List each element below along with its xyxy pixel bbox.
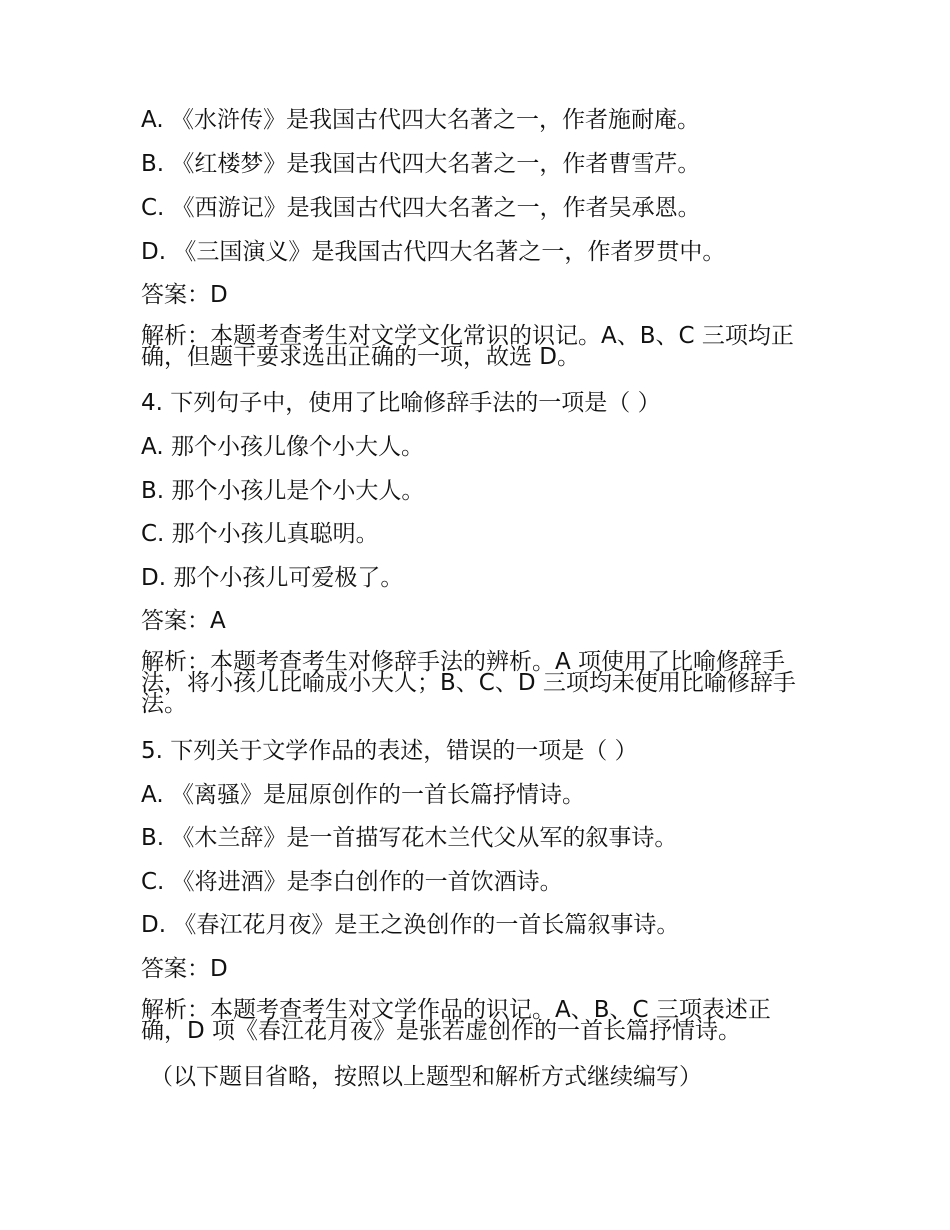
q5-answer: 答案：D <box>141 956 228 982</box>
q5-option-a: A. 《离骚》是屈原创作的一首长篇抒情诗。 <box>141 782 585 808</box>
q5-option-b: B. 《木兰辞》是一首描写花木兰代父从军的叙事诗。 <box>141 825 678 851</box>
q5-analysis: 解析：本题考查考生对文学作品的识记。A、B、C 三项表述正确，D 项《春江花月夜》是张若虚创作的一首长篇抒情诗。 <box>141 997 771 1044</box>
q4-analysis: 解析：本题考查考生对修辞手法的辨析。A 项使用了比喻修辞手法，将小孩儿比喻成小大人；B、C、D 三项均未使用比喻修辞手法。 <box>141 649 796 717</box>
q4-option-a: A. 那个小孩儿像个小大人。 <box>141 434 424 460</box>
q4-option-c: C. 那个小孩儿真聪明。 <box>141 521 379 547</box>
q4-answer: 答案：A <box>141 608 226 634</box>
q3-option-b: B. 《红楼梦》是我国古代四大名著之一，作者曹雪芹。 <box>141 151 701 177</box>
q4-option-b: B. 那个小孩儿是个小大人。 <box>141 478 425 504</box>
q5-option-d: D. 《春江花月夜》是王之涣创作的一首长篇叙事诗。 <box>141 912 680 938</box>
q3-option-c: C. 《西游记》是我国古代四大名著之一，作者吴承恩。 <box>141 195 701 221</box>
q4-question: 4. 下列句子中，使用了比喻修辞手法的一项是（ ） <box>141 390 661 416</box>
footer-note: （以下题目省略，按照以上题型和解析方式继续编写） <box>150 1064 702 1090</box>
q5-option-c: C. 《将进酒》是李白创作的一首饮酒诗。 <box>141 869 563 895</box>
q3-option-a: A. 《水浒传》是我国古代四大名著之一，作者施耐庵。 <box>141 107 700 133</box>
q3-analysis: 解析：本题考查考生对文学文化常识的识记。A、B、C 三项均正确，但题干要求选出正确的一项，故选 D。 <box>141 323 794 370</box>
q3-option-d: D. 《三国演义》是我国古代四大名著之一，作者罗贯中。 <box>141 239 726 265</box>
q3-answer: 答案：D <box>141 282 228 308</box>
q5-question: 5. 下列关于文学作品的表述，错误的一项是（ ） <box>141 738 638 764</box>
q4-option-d: D. 那个小孩儿可爱极了。 <box>141 565 404 591</box>
